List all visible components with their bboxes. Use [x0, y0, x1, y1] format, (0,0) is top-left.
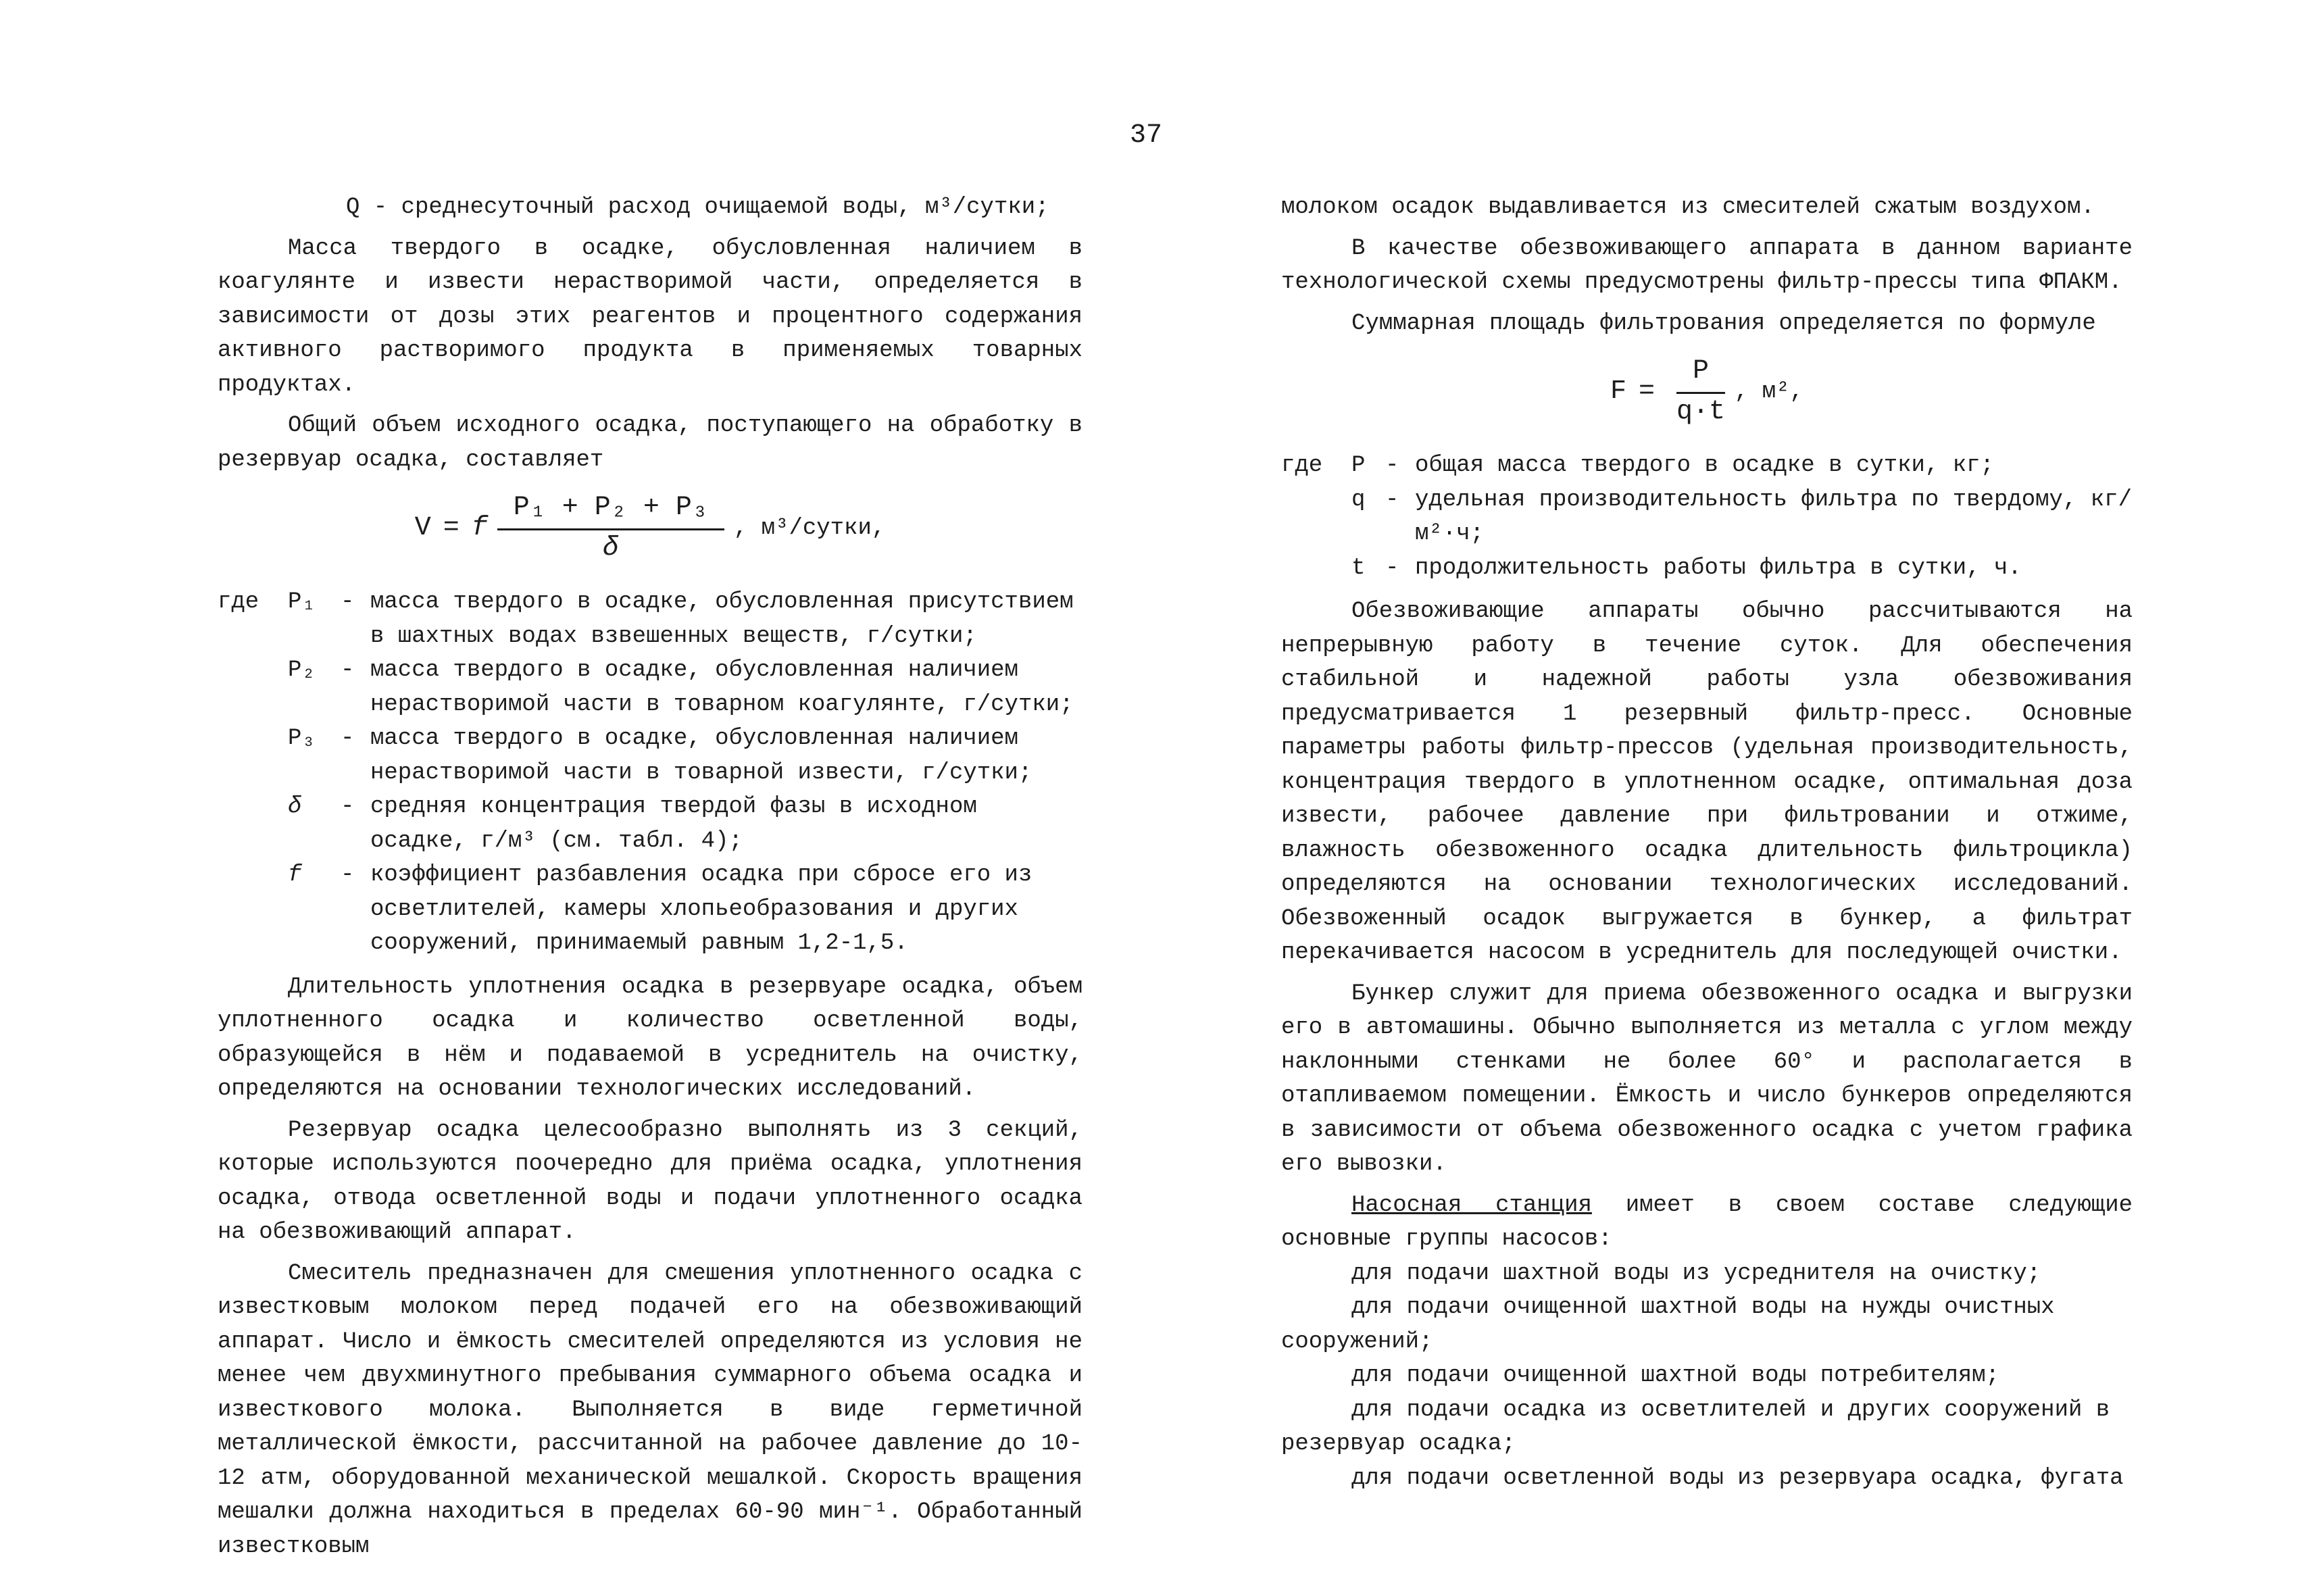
definition-row: [218, 722, 1082, 790]
definition-row: [218, 858, 1082, 961]
page-number: 37: [1130, 120, 1163, 151]
formula-lhs: V: [414, 512, 431, 543]
definition-text: средняя концентрация твердой фазы в исходном осадке, г/м³ (см. табл. 4);: [370, 794, 977, 854]
definition-symbol: δ: [288, 794, 302, 820]
left-paragraph-3: Длительность уплотнения осадка в резервуаре осадка, объем уплотненного осадка и количество осветленной воды, образующейся в нём и подаваемой в усреднитель на очистку, определяются на основании технологических исследований.: [218, 974, 1082, 1102]
right-paragraph-2: Суммарная площадь фильтрования определяется по формуле: [1351, 310, 2096, 336]
definition-dash: -: [1385, 453, 1399, 478]
pump-item: для подачи осадка из осветлителей и других сооружений в резервуар осадка;: [1281, 1397, 2110, 1457]
definition-row: [1281, 551, 2133, 586]
right-paragraph-4: Бункер служит для приема обезвоженного осадка и выгрузки его в автомашины. Обычно выполняется из металла с углом между наклонными стенками не более 60° и располагается в отапливаемом помещении. Ёмкость и число бункеров определяются в зависимости от объема обезвоженного осадка с учетом графика его вывозки.: [1281, 980, 2133, 1177]
where-label: где: [218, 589, 259, 615]
definition-dash: -: [341, 794, 355, 820]
definition-symbol: q: [1351, 487, 1366, 513]
right-column: [1281, 191, 2133, 1495]
formula-numerator: P: [1676, 355, 1725, 394]
definition-dash: -: [341, 657, 355, 683]
right-definitions: [1281, 449, 2133, 585]
where-label: где: [1281, 453, 1323, 478]
pump-item: для подачи очищенной шахтной воды на нужды очистных сооружений;: [1281, 1295, 2055, 1355]
definition-dash: -: [1385, 555, 1399, 581]
left-column: [218, 191, 1082, 1570]
left-paragraph-4: Резервуар осадка целесообразно выполнять из 3 секций, которые используются поочередно для приёма осадка, уплотнения осадка, отвода осветленной воды и подачи уплотненного осадка на обезвоживающий аппарат.: [218, 1117, 1082, 1245]
definition-symbol: P₁: [288, 589, 316, 615]
volume-formula: [218, 488, 1082, 569]
right-paragraph-3: Обезвоживающие аппараты обычно рассчитываются на непрерывную работу в течение суток. Для обеспечения стабильной и надежной работы узла обезвоживания предусматривается 1 резервный фильтр-пресс. Основные параметры работы фильтр-прессов (удельная производительность, концентрация твердого в уплотненном осадке, оптимальная доза извести, рабочее давление при фильтровании и отжиме, влажность обезвоженного осадка длительность фильтроцикла) определяются на основании технологических исследований. Обезвоженный осадок выгружается в бункер, а фильтрат перекачивается насосом в усреднитель для последующей очистки.: [1281, 599, 2133, 966]
formula-denominator: δ: [602, 532, 619, 564]
definition-row: [1281, 449, 2133, 483]
definition-text: продолжительность работы фильтра в сутки, ч.: [1415, 555, 2022, 581]
definition-symbol: P₃: [288, 726, 316, 751]
definition-text: масса твердого в осадке, обусловленная наличием нерастворимой части в товарном коагулянте, г/сутки;: [370, 657, 1074, 718]
definition-dash: -: [341, 726, 355, 751]
pump-item: для подачи шахтной воды из усреднителя на очистку;: [1351, 1260, 2041, 1287]
definition-row: [218, 790, 1082, 858]
definition-dash: -: [341, 589, 355, 615]
pump-station-text: имеет в своем составе следующие основные группы насосов:: [1281, 1192, 2133, 1252]
q-definition: Q - среднесуточный расход очищаемой воды, м³/сутки;: [346, 195, 1049, 220]
formula-units: , м³/сутки,: [733, 515, 886, 541]
definition-text: общая масса твердого в осадке в сутки, кг;: [1415, 453, 1994, 478]
definition-row: [1281, 483, 2133, 551]
definition-row: [218, 653, 1082, 722]
pump-item: для подачи очищенной шахтной воды потребителям;: [1351, 1363, 1999, 1389]
definition-text: масса твердого в осадке, обусловленная наличием нерастворимой части в товарной извести, г/сутки;: [370, 726, 1032, 786]
definition-dash: -: [1385, 487, 1399, 513]
left-paragraph-5: Смеситель предназначен для смешения уплотненного осадка с известковым молоком перед подачей его на обезвоживающий аппарат. Число и ёмкость смесителей определяются из условия не менее чем двухминутного пребывания суммарного объема осадка и известкового молока. Выполняется в виде герметичной металлической ёмкости, рассчитанной на рабочее давление до 10-12 атм, оборудованной механической мешалкой. Скорость вращения мешалки должна находиться в пределах 60-90 мин⁻¹. Обработанный известковым: [218, 1260, 1082, 1560]
left-definitions: [218, 585, 1082, 961]
formula-fraction: [497, 491, 724, 566]
definition-text: удельная производительность фильтра по твердому, кг/м²·ч;: [1415, 487, 2132, 547]
formula-numerator: P₁ + P₂ + P₃: [497, 491, 724, 530]
definition-symbol: t: [1351, 555, 1366, 581]
formula-denominator: q·t: [1676, 396, 1725, 427]
pump-item: для подачи осветленной воды из резервуара осадка, фугата: [1351, 1465, 2124, 1491]
pump-station-heading: Насосная станция: [1351, 1192, 1592, 1218]
definition-symbol: P: [1351, 453, 1366, 478]
definition-symbol: f: [288, 862, 302, 888]
right-paragraph-0: молоком осадок выдавливается из смесителей сжатым воздухом.: [1281, 195, 2095, 220]
left-paragraph-2: Общий объем исходного осадка, поступающего на обработку в резервуар осадка, составляет: [218, 413, 1082, 473]
formula-equals: =: [1638, 376, 1655, 407]
right-paragraph-5: [1281, 1189, 2133, 1257]
left-paragraph-1: Масса твердого в осадке, обусловленная наличием в коагулянте и извести нерастворимой части, определяется в зависимости от дозы этих реагентов и процентного содержания активного растворимого продукта в применяемых товарных продуктах.: [218, 235, 1082, 398]
right-paragraph-1: В качестве обезвоживающего аппарата в данном варианте технологической схемы предусмотрены фильтр-прессы типа ФПАКМ.: [1281, 235, 2133, 295]
definition-symbol: P₂: [288, 657, 316, 683]
area-formula: [1281, 351, 2133, 432]
definition-dash: -: [341, 862, 355, 888]
definition-text: масса твердого в осадке, обусловленная присутствием в шахтных водах взвешенных веществ, г/сутки;: [370, 589, 1074, 649]
definition-row: [218, 585, 1082, 653]
formula-fraction: [1676, 355, 1725, 429]
formula-units: , м²,: [1735, 378, 1804, 405]
formula-coefficient: f: [471, 512, 488, 543]
formula-equals: =: [443, 512, 459, 543]
definition-text: коэффициент разбавления осадка при сбросе его из осветлителей, камеры хлопьеобразования и других сооружений, принимаемый равным 1,2-1,5.: [370, 862, 1032, 956]
formula-lhs: F: [1610, 376, 1626, 407]
